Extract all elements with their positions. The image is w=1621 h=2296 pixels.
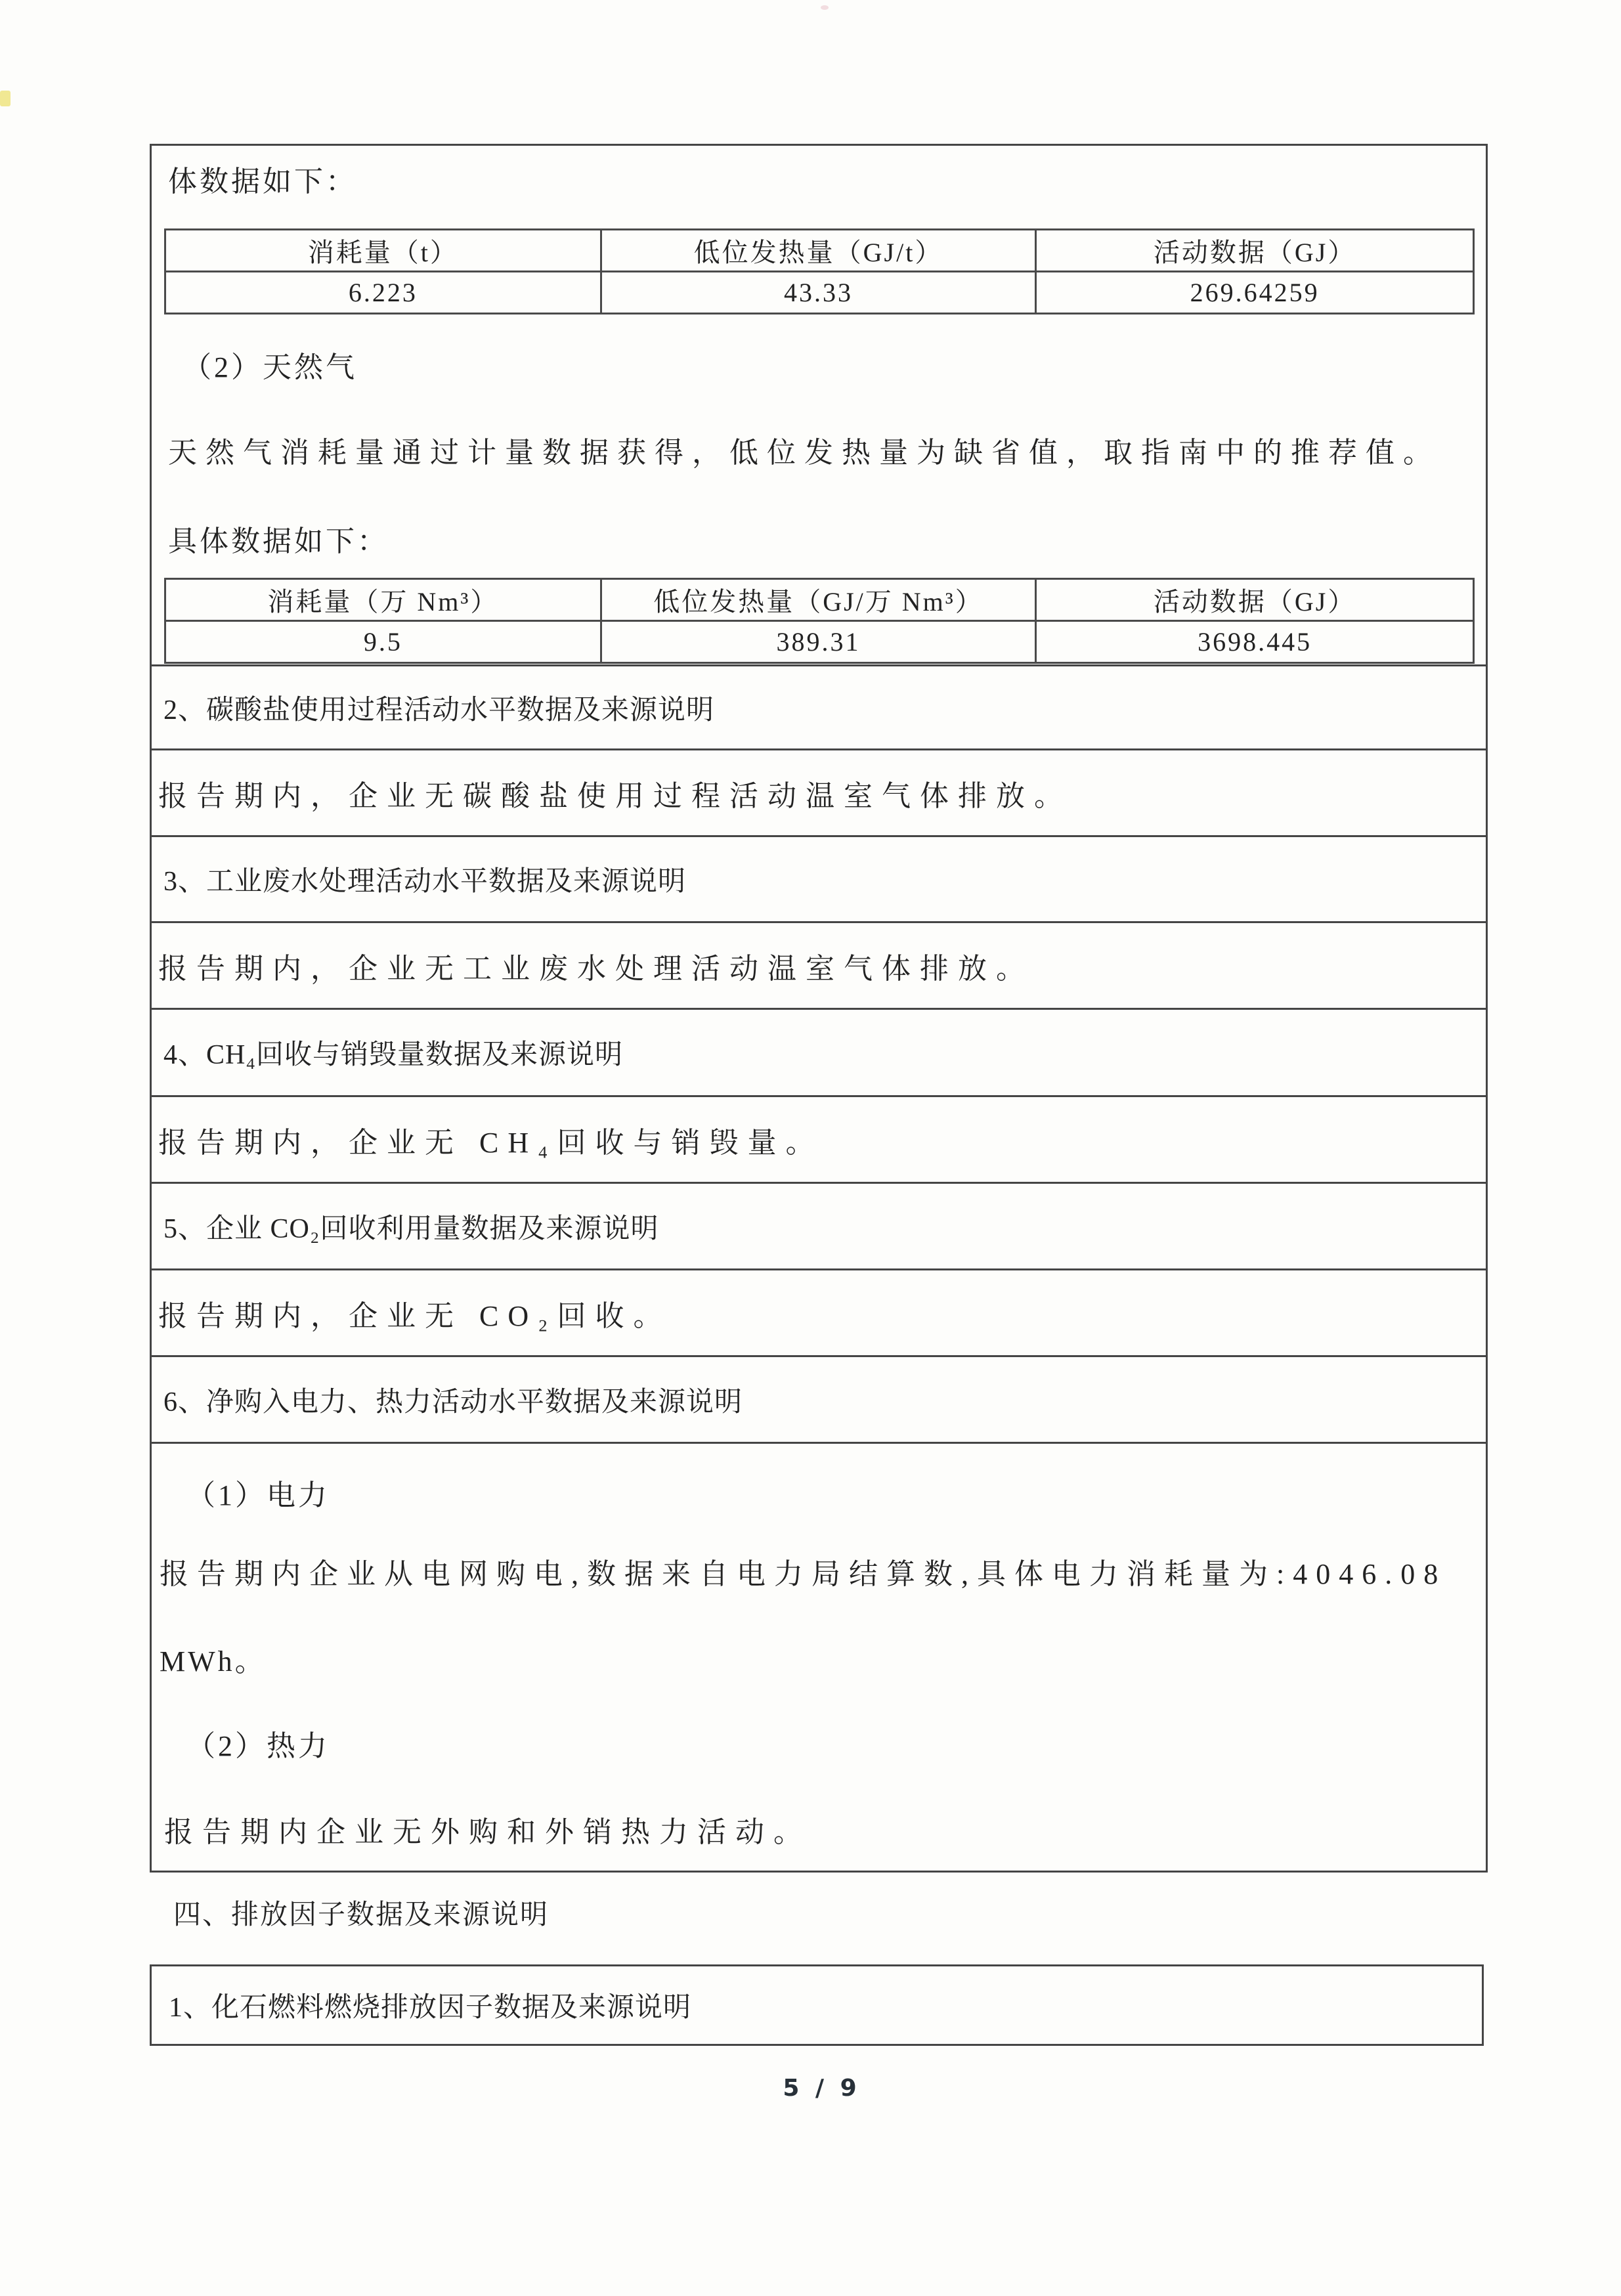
electricity-paragraph-line1: 报告期内企业从电网购电,数据来自电力局结算数,具体电力消耗量为:4046.08	[160, 1558, 1447, 1590]
table-value-cell-activity-data: 269.64259	[1035, 272, 1473, 313]
natural-gas-subheading: （2）天然气	[183, 351, 357, 383]
table-header-cell-heating-value: 低位发热量（GJ/t）	[600, 230, 1035, 271]
natural-gas-data-intro: 具体数据如下：	[168, 525, 389, 557]
table-header-cell-consumption: 消耗量（万 Nm³）	[267, 587, 499, 617]
table-header-row	[166, 580, 1473, 620]
section-3-body: 报告期内，企业无工业废水处理活动温室气体排放。	[152, 921, 1486, 1008]
section-2-body: 报告期内，企业无碳酸盐使用过程活动温室气体排放。	[152, 748, 1486, 835]
section-4-heading: 4、CH₄回收与销毁量数据及来源说明	[152, 1008, 1486, 1095]
table-header-cell-activity-data: 活动数据（GJ）	[1035, 230, 1473, 271]
natural-gas-paragraph: 天然气消耗量通过计量数据获得，低位发热量为缺省值，取指南中的推荐值。	[168, 437, 1440, 469]
table-value-row	[166, 271, 1473, 313]
intro-continuation-line: 体数据如下：	[168, 165, 357, 198]
table-header-cell-consumption: 消耗量（t）	[307, 238, 458, 267]
table-value-cell-heating-value: 389.31	[600, 622, 1035, 662]
table-value-row	[166, 620, 1473, 662]
table-header-cell-activity-data: 活动数据（GJ）	[1035, 580, 1473, 620]
section-2-heading: 2、碳酸盐使用过程活动水平数据及来源说明	[152, 664, 1486, 748]
section-5-heading: 5、企业 CO₂回收利用量数据及来源说明	[152, 1182, 1486, 1268]
section-3-heading: 3、工业废水处理活动水平数据及来源说明	[152, 835, 1486, 921]
chapter-4-heading: 四、排放因子数据及来源说明	[173, 1900, 550, 1930]
electricity-paragraph-line2: MWh。	[160, 1645, 267, 1678]
table-value-cell-activity-data: 3698.445	[1035, 622, 1473, 662]
table-header-cell-heating-value: 低位发热量（GJ/万 Nm³）	[600, 580, 1035, 620]
fuel-data-table	[164, 228, 1475, 314]
section-5-body: 报告期内，企业无 CO₂回收。	[152, 1268, 1486, 1355]
table-value-cell-consumption: 6.223	[348, 278, 418, 307]
heat-paragraph: 报告期内企业无外购和外销热力活动。	[164, 1816, 811, 1848]
table-value-cell-heating-value: 43.33	[600, 272, 1035, 313]
emission-factor-section-box	[150, 1964, 1484, 2046]
scan-artifact-pink	[821, 5, 829, 10]
power-heat-content	[152, 1442, 1486, 1871]
heat-subheading: （2）热力	[186, 1730, 330, 1762]
table-header-row	[166, 230, 1473, 271]
table-value-cell-consumption: 9.5	[363, 627, 402, 657]
section-6-heading: 6、净购入电力、热力活动水平数据及来源说明	[152, 1355, 1486, 1442]
page-number: 5 / 9	[783, 2075, 861, 2102]
natural-gas-data-table	[164, 578, 1475, 664]
activity-data-panel	[150, 144, 1488, 1873]
electricity-subheading: （1）电力	[186, 1479, 330, 1511]
scan-artifact-yellow	[0, 91, 11, 106]
emission-factor-section-heading: 1、化石燃料燃烧排放因子数据及来源说明	[169, 1993, 692, 2023]
section-4-body: 报告期内，企业无 CH₄回收与销毁量。	[152, 1095, 1486, 1182]
